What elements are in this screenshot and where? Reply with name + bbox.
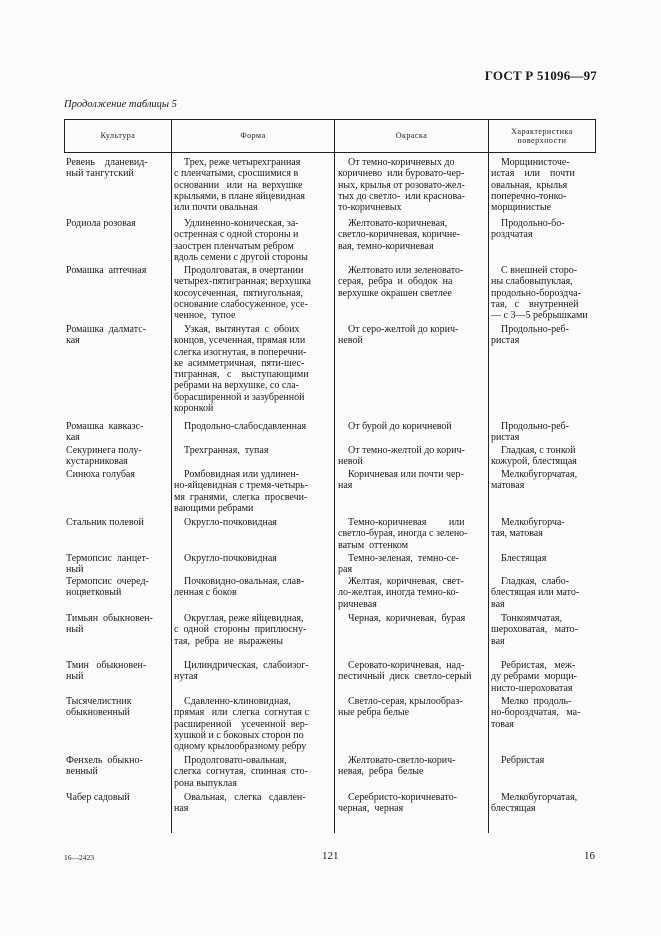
page-number-center: 121 [322,850,339,862]
cell-surface: Продольно-реб- ристая [491,421,569,444]
data-table [64,119,596,833]
cell-culture: Стальник полевой [66,517,144,528]
cell-form: Цилиндрическая, слабоизог- нутая [174,660,309,683]
cell-surface: Гладкая, с тонкой кожурой, блестящая [491,445,577,468]
cell-culture: Чабер садовый [66,792,130,803]
column-divider-1 [171,119,172,833]
cell-culture: Ромашка кавказс- кая [66,421,144,444]
cell-color: Серебристо-коричневато- черная, черная [338,792,457,815]
cell-culture: Фенхель обыкно- венный [66,755,143,778]
cell-culture: Тмин обыкновен- ный [66,660,147,683]
cell-color: Желтовато или зеленовато- серая, ребра и ободок на верхушке окрашен светлее [338,265,464,299]
cell-surface: Мелкобугорчатая, матовая [491,469,578,492]
cell-surface: Гладкая, слабо- блестящая или мато- вая [491,576,580,610]
print-code: 16—2423 [64,853,94,862]
cell-culture: Ромашка далматс- кая [66,324,146,347]
cell-culture: Тысячелистник обыкновенный [66,696,132,719]
cell-color: От бурой до коричневой [338,421,452,432]
cell-form: Сдавленно-клиновидная, прямая или слегка согнутая с расширенной усеченной вер- хушкой и с боковых сторон по одному крылообразному ребру [174,696,309,753]
cell-color: От серо-желтой до корич- невой [338,324,459,347]
cell-culture: Родиола розовая [66,218,136,229]
cell-surface: Тонкоямчатая, шероховатая, мато- вая [491,613,578,647]
cell-surface: Морщинисточе- истая или почти овальная, крылья поперечно-тонко- морщинистые [491,157,575,214]
cell-color: Светло-серая, крылообраз- ные ребра белые [338,696,463,719]
cell-form: Трехгранная, тупая [174,445,269,456]
cell-form: Удлиненно-коническая, за- остренная с одной стороны и заострен пленчатым ребром вдоль семени с другой стороны [174,218,308,263]
column-header-culture: Культура [100,131,136,140]
table-caption: Продолжение таблицы 5 [64,99,177,110]
cell-culture: Ромашка аптечная [66,265,147,276]
cell-culture: Термопсис очеред- ноцветковый [66,576,149,599]
cell-color: Темно-коричневая или светло-бурая, иногда с зелено- ватым оттенком [338,517,468,551]
cell-culture: Термопсис ланцет- ный [66,553,150,576]
table-header-rule [64,152,596,153]
column-header-surface: Характеристика поверхности [511,126,573,145]
cell-surface: Ребристая, меж- ду ребрами морщи- нисто-шероховатая [491,660,577,694]
document-code: ГОСТ Р 51096—97 [484,68,597,83]
page-number-right: 16 [584,850,595,862]
cell-surface: С внешней сторо- ны слабовыпуклая, продольно-бороздча- тая, с внутренней — с 3—5 ребрышками [491,265,588,322]
cell-color: Коричневая или почти чер- ная [338,469,464,492]
cell-culture: Тимьян обыкновен- ный [66,613,153,636]
cell-color: От темно-коричневых до коричнево или буровато-чер- ных, крылья от розовато-жел- тых до светло- или краснова- то-коричневых [338,157,465,214]
cell-form: Продолговато-овальная, слегка согнутая, спинная сто- рона выпуклая [174,755,308,789]
cell-color: Темно-зеленая, темно-се- рая [338,553,460,576]
cell-culture: Ревень дланевид- ный тангутский [66,157,148,180]
cell-form: Округло-почковидная [174,553,277,564]
cell-form: Трех, реже четырехгранная с пленчатыми, сросшимися в основании или на верхушке крыльями, в плане яйцевидная или почти овальная [174,157,305,214]
column-header-form: Форма [240,131,266,140]
cell-form: Округлая, реже яйцевидная, с одной стороны приплюсну- тая, ребра не выражены [174,613,307,647]
cell-form: Ромбовидная или удлинен- но-яйцевидная с тремя-четырь- мя гранями, слегка просвечи- вающими ребрами [174,469,309,514]
cell-culture: Синюха голубая [66,469,135,480]
cell-color: Серовато-коричневая, над- пестичный диск светло-серый [338,660,472,683]
cell-color: Желтовато-светло-корич- невая, ребра белые [338,755,456,778]
cell-color: Желтовато-коричневая, светло-коричневая, коричне- вая, темно-коричневая [338,218,460,252]
cell-color: От темно-желтой до корич- невой [338,445,465,468]
cell-form: Округло-почковидная [174,517,277,528]
column-divider-2 [334,119,335,833]
cell-color: Черная, коричневая, бурая [338,613,466,624]
cell-surface: Мелкобугорчатая, блестящая [491,792,578,815]
cell-form: Овальная, слегка сдавлен- ная [174,792,306,815]
cell-surface: Мелкобугорча- тая, матовая [491,517,565,540]
cell-form: Узкая, вытянутая с обоих концов, усеченная, прямая или слегка изогнутая, в поперечни- ке асимметричная, пяти-шес- тигранная, с выступающими ребрами на верхушке, со сла- борасширенной и зазубренной коронкой [174,324,309,415]
cell-form: Продольно-слабосдавленная [174,421,307,432]
cell-surface: Блестящая [491,553,547,564]
cell-culture: Секуринега полу- кустарниковая [66,445,142,468]
table-right-rule [595,119,596,152]
column-header-color: Окраска [395,131,428,140]
cell-color: Желтая, коричневая, свет- ло-желтая, иногда темно-ко- ричневая [338,576,464,610]
cell-surface: Продольно-реб- ристая [491,324,569,347]
cell-form: Почковидно-овальная, слав- ленная с боков [174,576,305,599]
cell-surface: Мелко продоль- но-бороздчатая, ма- товая [491,696,581,730]
cell-form: Продолговатая, в очертании четырех-пятигранная; верхушка косоусеченная, пятиугольная, основание слабосуженное, усе- ченное, тупое [174,265,311,322]
cell-surface: Продольно-бо- роздчатая [491,218,565,241]
column-divider-3 [488,119,489,833]
cell-surface: Ребристая [491,755,545,766]
